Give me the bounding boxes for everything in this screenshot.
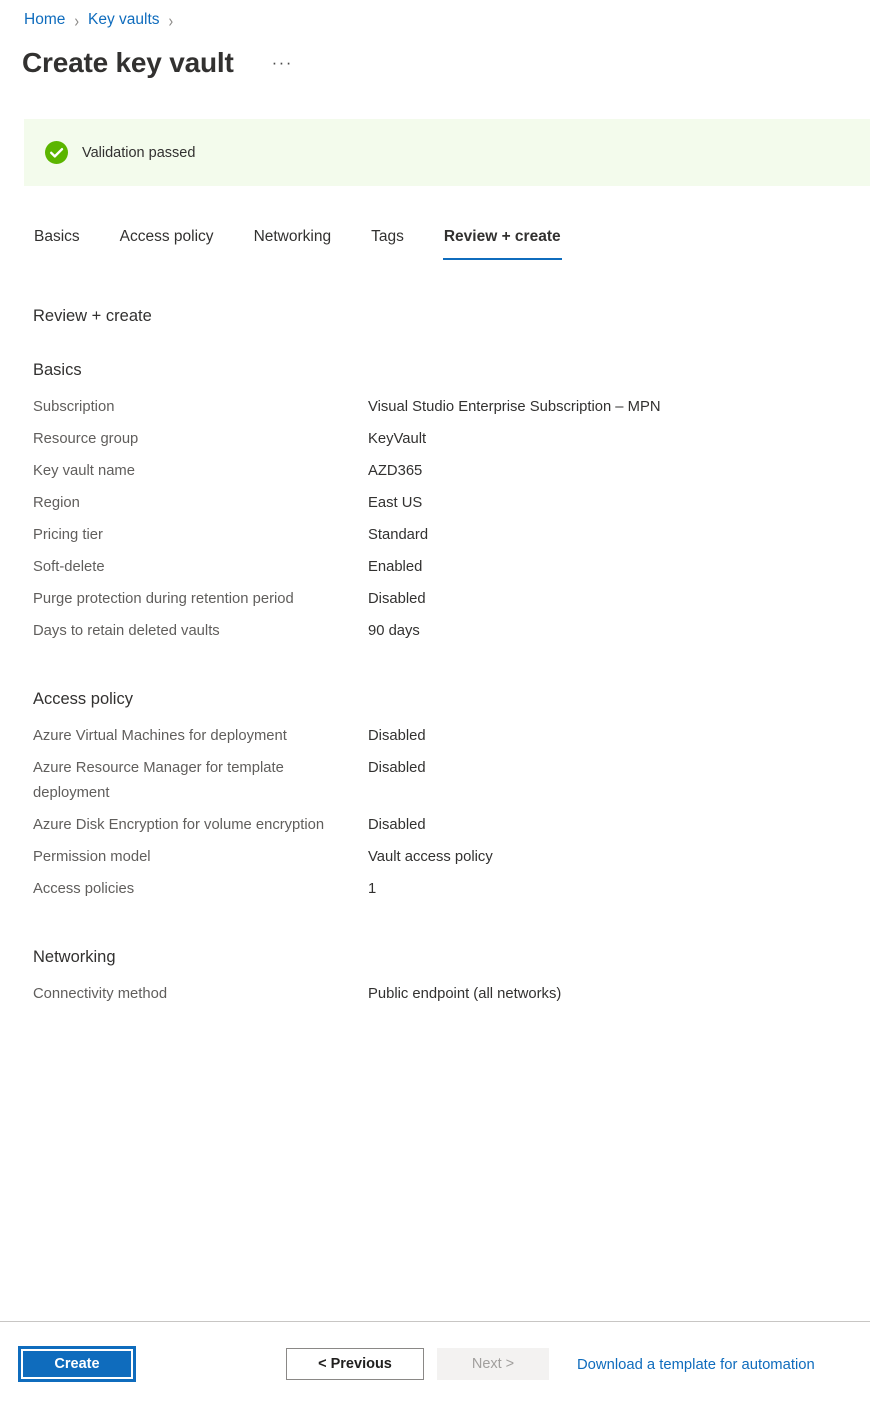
create-button[interactable]: Create — [20, 1348, 134, 1380]
row-value: 90 days — [368, 623, 420, 639]
review-content — [33, 305, 850, 1037]
row-label: Resource group — [33, 431, 139, 447]
row-value: AZD365 — [368, 463, 423, 479]
row-value: Disabled — [368, 728, 426, 744]
row-label: Soft-delete — [33, 559, 105, 575]
breadcrumb-item-key-vaults[interactable]: Key vaults — [88, 11, 160, 28]
spacer — [33, 932, 850, 946]
row-value: Disabled — [368, 817, 426, 833]
spacer — [33, 674, 850, 688]
row-label: Azure Disk Encryption for volume encryption — [33, 817, 325, 833]
group-basics — [33, 359, 850, 644]
download-template-link[interactable]: Download a template for automation — [577, 1357, 815, 1373]
tab-networking[interactable]: Networking — [253, 228, 332, 245]
validation-banner-text: Validation passed — [82, 144, 196, 161]
tab-review-create[interactable]: Review + create — [443, 222, 562, 260]
row-label: Days to retain deleted vaults — [33, 623, 220, 639]
table-row — [33, 877, 850, 902]
group-title-basics: Basics — [33, 361, 82, 379]
section-title: Review + create — [33, 307, 152, 325]
table-row — [33, 756, 850, 806]
row-label: Subscription — [33, 399, 115, 415]
row-value: Disabled — [368, 760, 426, 776]
table-row — [33, 619, 850, 644]
breadcrumb-separator-icon: › — [168, 10, 174, 30]
table-row — [33, 845, 850, 870]
table-row — [33, 427, 850, 452]
group-title-networking: Networking — [33, 948, 116, 966]
group-networking — [33, 946, 850, 1007]
next-button: Next > — [437, 1348, 549, 1380]
group-access-policy — [33, 688, 850, 902]
group-title-access-policy: Access policy — [33, 690, 133, 708]
row-label: Region — [33, 495, 80, 511]
footer-actions — [0, 1322, 870, 1409]
row-label: Purge protection during retention period — [33, 591, 294, 607]
previous-button[interactable]: < Previous — [286, 1348, 424, 1380]
validation-banner — [24, 119, 870, 186]
table-row — [33, 555, 850, 580]
table-row — [33, 982, 850, 1007]
row-value: Public endpoint (all networks) — [368, 986, 562, 1002]
row-value: KeyVault — [368, 431, 427, 447]
page-title: Create key vault — [22, 47, 234, 78]
more-options-icon[interactable]: ··· — [271, 53, 293, 72]
row-value: Enabled — [368, 559, 423, 575]
wizard-tabs — [33, 222, 562, 260]
table-row — [33, 587, 850, 612]
table-row — [33, 523, 850, 548]
breadcrumb — [24, 8, 182, 32]
tab-basics[interactable]: Basics — [34, 228, 80, 245]
row-value: Visual Studio Enterprise Subscription – MPN — [368, 399, 661, 415]
page-header — [22, 44, 297, 82]
row-value: Standard — [368, 527, 429, 543]
table-row — [33, 395, 850, 420]
row-label: Permission model — [33, 849, 151, 865]
row-value: Disabled — [368, 591, 426, 607]
row-label: Connectivity method — [33, 986, 168, 1002]
breadcrumb-separator-icon: › — [74, 10, 80, 30]
row-label: Azure Resource Manager for template deployment — [33, 760, 284, 801]
row-label: Azure Virtual Machines for deployment — [33, 728, 287, 744]
success-check-icon — [45, 141, 68, 164]
tab-access-policy[interactable]: Access policy — [119, 228, 214, 245]
table-row — [33, 459, 850, 484]
breadcrumb-item-home[interactable]: Home — [24, 11, 66, 28]
row-value: East US — [368, 495, 423, 511]
row-label: Key vault name — [33, 463, 135, 479]
table-row — [33, 491, 850, 516]
row-label: Pricing tier — [33, 527, 103, 543]
row-value: 1 — [368, 881, 377, 897]
table-row — [33, 724, 850, 749]
row-value: Vault access policy — [368, 849, 493, 865]
row-label: Access policies — [33, 881, 135, 897]
tab-tags[interactable]: Tags — [371, 228, 404, 245]
table-row — [33, 813, 850, 838]
